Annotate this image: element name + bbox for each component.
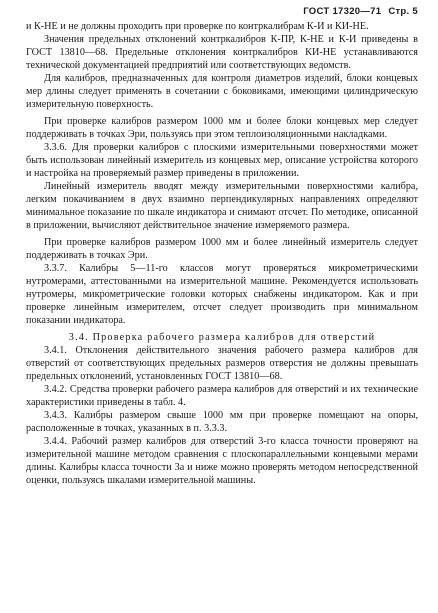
paragraph: Для калибров, предназначенных для контроля диаметров изделий, блоки концевых мер длины следует применять в сочетании с боковиками, имеющими цилиндрическую измерительную поверхность.	[26, 73, 418, 110]
paragraph: Значения предельных отклонений контркалибров К-ПР, К-НЕ и К-И приведены в ГОСТ 13810—68. Предельные отклонения контркалибров КИ-НЕ устанавливаются технической документацией предприятий или соответствующих ведомств.	[26, 34, 418, 71]
paragraph: 3.4.3. Калибры размером свыше 1000 мм при проверке помещают на опоры, расположенные в точках, указанных в п. 3.3.3.	[26, 410, 418, 434]
paragraph: 3.4.1. Отклонения действительного значения рабочего размера калибров для отверстий от соответствующих предельных размеров отверстия не должны превышать предельных отклонений, установленных ГОСТ 13810—68.	[26, 345, 418, 382]
section-heading: 3.4. Проверка рабочего размера калибров для отверстий	[68, 332, 376, 343]
page-header	[303, 6, 418, 17]
paragraph: При проверке калибров размером 1000 мм и более блоки концевых мер следует поддерживать в точках Эри, пользуясь при этом теплоизоляционными накладками.	[26, 116, 418, 140]
paragraph: При проверке калибров размером 1000 мм и более линейный измеритель следует поддерживать в точках Эри.	[26, 237, 418, 261]
page-number: Стр. 5	[388, 6, 418, 17]
paragraph: и К-НЕ и не должны проходить при проверке по контркалибрам К-И и КИ-НЕ.	[26, 21, 369, 32]
paragraph: 3.4.2. Средства проверки рабочего размера калибров для отверстий и их технические характеристики приведены в табл. 4.	[26, 384, 418, 408]
paragraph: Линейный измеритель вводят между измерительными поверхностями калибра, легким покачиванием в двух взаимно перпендикулярных направлениях определяют минимальное показание по шкале индикатора и снимают отсчет. По методике, описанной в приложении, вычисляют действительное значение измеряемого размера.	[26, 181, 418, 231]
paragraph: 3.3.7. Калибры 5—11-го классов могут проверяться микрометрическими нутромерами, аттестованными на измерительной машине. Рекомендуется использовать нутромеры, микрометрические головки которых снабжены индикатором. Как и при проверке линейным измерителем, отсчет следует производить при минимальном показании индикатора.	[26, 263, 418, 326]
paragraph: 3.4.4. Рабочий размер калибров для отверстий 3-го класса точности проверяют на измерительной машине методом сравнения с плоскопараллельными концевыми мерами длины. Калибры класса точности 3а и ниже можно проверять методом непосредственной оценки, пользуясь шкалами измерительной машины.	[26, 436, 418, 486]
document-body	[26, 20, 418, 487]
standard-number: ГОСТ 17320—71	[303, 6, 382, 17]
paragraph: 3.3.6. Для проверки калибров с плоскими измерительными поверхностями может быть использован линейный измеритель из концевых мер, описание устройства которого и настройка на проверяемый размер приведены в приложении.	[26, 142, 418, 179]
